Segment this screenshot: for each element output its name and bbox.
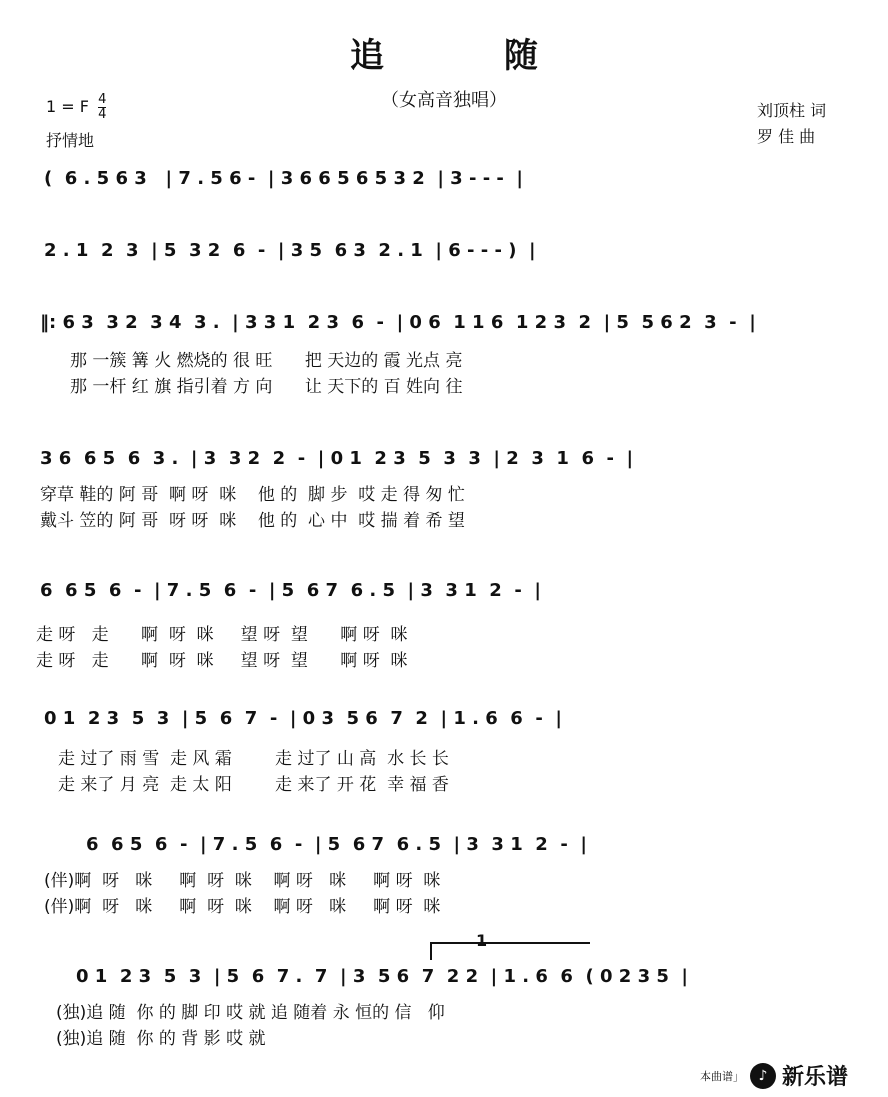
volta-hook [430,942,432,960]
lyricist-credit: 刘顶柱 词 [757,101,827,120]
lyric-line-2: (独)追 随 你 的 背 影 哎 就 [56,1029,266,1049]
music-disc-icon: ♪ [750,1063,776,1089]
tempo-marking: 抒情地 [46,131,95,150]
brand-name: 新乐谱 [782,1065,849,1090]
footer-note: 本曲谱」 [700,1069,744,1083]
lyric-line-2: 戴斗 笠的 阿 哥 呀 呀 咪 他 的 心 中 哎 揣 着 希 望 [40,511,465,531]
volta-line [430,942,590,944]
notation-line: 3 6 6 5 6 3 . | 3 3 2 2 - | 0 1 2 3 5 3 3 | 2 3 1 6 - | [40,448,634,469]
lyric-line-1: 走 过了 雨 雪 走 风 霜 走 过了 山 高 水 长 长 [58,749,449,769]
notation-line: ( 6 . 5 6 3 | 7 . 5 6 - | 3 6 6 5 6 5 3 2 | 3 - - - | [44,168,524,189]
time-signature [98,93,106,122]
lyric-line-1: 那 一簇 篝 火 燃烧的 很 旺 把 天边的 霞 光点 亮 [70,351,463,371]
time-bottom: 4 [98,107,107,122]
key-text: 1 = F [46,97,89,116]
lyric-line-1: 穿草 鞋的 阿 哥 啊 呀 咪 他 的 脚 步 哎 走 得 匆 忙 [40,485,465,505]
notation-line: 6 6 5 6 - | 7 . 5 6 - | 5 6 7 6 . 5 | 3 3 1 2 - | [86,834,587,855]
lyric-line-2: 走 呀 走 啊 呀 咪 望 呀 望 啊 呀 咪 [36,651,408,671]
lyric-line-1: (独)追 随 你 的 脚 印 哎 就 追 随着 永 恒的 信 仰 [56,1003,445,1023]
lyric-line-2: 走 来了 月 亮 走 太 阳 走 来了 开 花 幸 福 香 [58,775,449,795]
lyric-line-2: 那 一杆 红 旗 指引着 方 向 让 天下的 百 姓向 往 [70,377,463,397]
lyric-line-1: (伴)啊 呀 咪 啊 呀 咪 啊 呀 咪 啊 呀 咪 [44,871,441,891]
notation-line: ‖: 6 3 3 2 3 4 3 . | 3 3 1 2 3 6 - | 0 6 1 1 6 1 2 3 2 | 5 5 6 2 3 - | [40,312,756,333]
site-logo[interactable] [700,1060,848,1091]
composer-credit: 罗 佳 曲 [757,127,816,146]
song-title: 追随 [350,36,658,76]
notation-line: 6 6 5 6 - | 7 . 5 6 - | 5 6 7 6 . 5 | 3 3 1 2 - | [40,580,541,601]
notation-line: 2 . 1 2 3 | 5 3 2 6 - | 3 5 6 3 2 . 1 | 6 - - - ) | [44,240,536,261]
song-subtitle: （女高音独唱） [381,90,507,111]
lyric-line-2: (伴)啊 呀 咪 啊 呀 咪 啊 呀 咪 啊 呀 咪 [44,897,441,917]
time-top: 4 [98,92,107,107]
lyric-line-1: 走 呀 走 啊 呀 咪 望 呀 望 啊 呀 咪 [36,625,408,645]
key-signature [46,93,106,122]
notation-line: 0 1 2 3 5 3 | 5 6 7 . 7 | 3 5 6 7 2 2 | 1 . 6 6 ( 0 2 3 5 | [76,966,688,987]
volta-number: 1 [476,931,488,950]
credits [757,98,826,150]
notation-line: 0 1 2 3 5 3 | 5 6 7 - | 0 3 5 6 7 2 | 1 . 6 6 - | [44,708,562,729]
